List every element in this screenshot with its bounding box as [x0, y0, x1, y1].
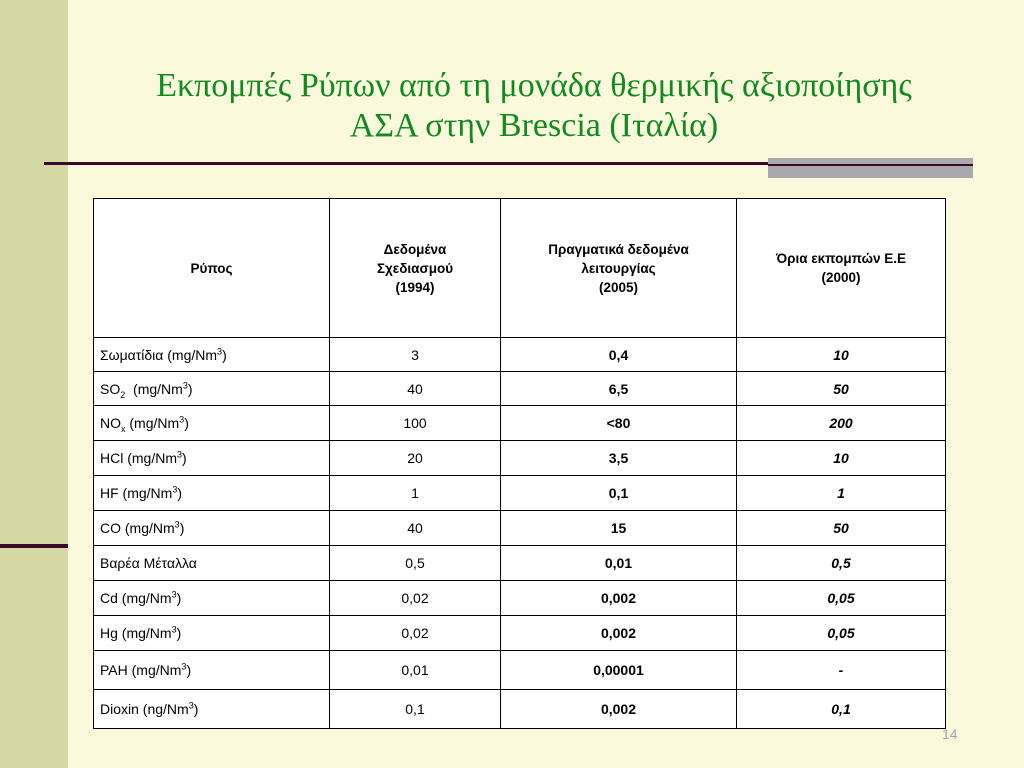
design-value-cell: 40	[330, 511, 501, 546]
header-pollutant-label: Ρύπος	[190, 260, 233, 276]
pollutant-cell	[94, 441, 330, 476]
table-header-row	[94, 199, 946, 338]
limit-value-cell: 1	[737, 476, 946, 511]
pollutant-superscript: 3	[188, 700, 194, 711]
header-limits-line-1: Όρια εκπομπών Ε.Ε	[775, 251, 907, 266]
table-row	[94, 546, 946, 581]
table-row	[94, 338, 946, 372]
slide-title	[68, 66, 1000, 146]
pollutant-unit-close: )	[176, 625, 182, 641]
pollutant-cell	[94, 546, 330, 581]
pollutant-unit: (mg/Nm	[125, 380, 183, 397]
page-number: 14	[942, 726, 958, 742]
emissions-table	[93, 198, 946, 729]
pollutant-name: NO	[100, 415, 121, 431]
pollutant-superscript: 3	[179, 414, 185, 425]
table-row	[94, 616, 946, 651]
limit-value-cell: 0,5	[737, 546, 946, 581]
pollutant-name: HF (mg/Nm	[100, 485, 173, 501]
table-body	[94, 338, 946, 729]
design-value-cell: 3	[330, 338, 501, 372]
pollutant-superscript: 3	[172, 484, 178, 495]
actual-value-cell: 0,1	[501, 476, 737, 511]
pollutant-unit-close: )	[222, 346, 227, 363]
actual-value-cell: 0,002	[501, 690, 737, 729]
design-value-cell: 0,01	[330, 651, 501, 690]
pollutant-name: HCl (mg/Nm	[100, 450, 177, 466]
design-value-cell: 0,02	[330, 581, 501, 616]
table-row	[94, 651, 946, 690]
design-value-cell: 100	[330, 406, 501, 441]
left-decorative-bar	[0, 0, 68, 768]
actual-value-cell: 3,5	[501, 441, 737, 476]
table-row	[94, 476, 946, 511]
design-value-cell: 0,1	[330, 690, 501, 729]
actual-value-cell: 0,002	[501, 616, 737, 651]
header-design-line-1: Δεδομένα	[383, 241, 447, 257]
actual-value-cell: 15	[501, 511, 737, 546]
header-design-data	[330, 199, 501, 338]
design-value-cell: 20	[330, 441, 501, 476]
actual-value-cell: 0,00001	[501, 651, 737, 690]
limit-value-cell: 10	[737, 441, 946, 476]
pollutant-superscript: 3	[217, 345, 223, 356]
pollutant-cell	[94, 476, 330, 511]
title-accent-block	[768, 158, 973, 178]
header-actual-line-3: (2005)	[598, 279, 639, 295]
pollutant-superscript: 3	[177, 449, 183, 460]
pollutant-superscript: 3	[182, 379, 188, 390]
pollutant-unit-close: )	[179, 520, 185, 536]
limit-value-cell: 50	[737, 511, 946, 546]
limit-value-cell: 200	[737, 406, 946, 441]
limit-value-cell: 0,05	[737, 581, 946, 616]
header-pollutant	[94, 199, 330, 338]
pollutant-cell	[94, 372, 330, 406]
pollutant-name: Cd (mg/Nm	[100, 590, 172, 606]
limit-value-cell: 10	[737, 338, 946, 372]
left-bar-rule	[0, 544, 68, 548]
pollutant-unit-close: )	[186, 662, 192, 678]
pollutant-cell	[94, 338, 330, 372]
actual-value-cell: 0,01	[501, 546, 737, 581]
pollutant-unit-close: )	[184, 415, 189, 431]
table-row	[94, 511, 946, 546]
pollutant-unit: (mg/Nm	[125, 415, 180, 431]
design-value-cell: 0,02	[330, 616, 501, 651]
table-row	[94, 372, 946, 406]
pollutant-name: Βαρέα Μέταλλα	[100, 555, 197, 571]
design-value-cell: 0,5	[330, 546, 501, 581]
actual-value-cell: 0,4	[501, 338, 737, 372]
header-limits-line-2: (2000)	[821, 270, 861, 285]
header-actual-line-2: λειτουργίας	[581, 260, 656, 276]
pollutant-unit-close: )	[193, 701, 199, 717]
title-accent-line	[768, 164, 973, 166]
pollutant-name: PAH (mg/Nm	[100, 662, 182, 678]
header-design-line-2: Σχεδιασμού	[376, 260, 454, 276]
table-row	[94, 690, 946, 729]
actual-value-cell: 6,5	[501, 372, 737, 406]
pollutant-superscript: 3	[181, 661, 187, 672]
design-value-cell: 40	[330, 372, 501, 406]
pollutant-cell	[94, 581, 330, 616]
pollutant-name: Dioxin (ng/Nm	[100, 701, 189, 717]
actual-value-cell: <80	[501, 406, 737, 441]
pollutant-superscript: 3	[171, 624, 177, 635]
limit-value-cell: -	[737, 651, 946, 690]
pollutant-name: Hg (mg/Nm	[100, 625, 172, 641]
table-row	[94, 441, 946, 476]
slide-title-line-1: Εκπομπές Ρύπων από τη μονάδα θερμικής αξιοποίησης	[156, 67, 912, 104]
limit-value-cell: 0,05	[737, 616, 946, 651]
header-design-line-3: (1994)	[395, 279, 435, 295]
pollutant-cell	[94, 406, 330, 441]
limit-value-cell: 50	[737, 372, 946, 406]
actual-value-cell: 0,002	[501, 581, 737, 616]
table-row	[94, 581, 946, 616]
pollutant-name: Σωματίδια (mg/Nm	[100, 346, 218, 363]
pollutant-superscript: 3	[171, 589, 177, 600]
table-row	[94, 406, 946, 441]
pollutant-name: SO	[100, 380, 121, 397]
pollutant-cell	[94, 690, 330, 729]
pollutant-unit-close: )	[177, 485, 183, 501]
pollutant-cell	[94, 651, 330, 690]
header-actual-data	[501, 199, 737, 338]
pollutant-unit-close: )	[182, 450, 187, 466]
pollutant-unit-close: )	[187, 380, 193, 397]
limit-value-cell: 0,1	[737, 690, 946, 729]
pollutant-cell	[94, 511, 330, 546]
pollutant-subscript: 2	[120, 389, 126, 400]
pollutant-subscript: x	[121, 423, 126, 434]
header-eu-limits	[737, 199, 946, 338]
slide-title-line-2: ΑΣΑ στην Brescia (Ιταλία)	[349, 107, 719, 144]
header-actual-line-1: Πραγματικά δεδομένα	[548, 241, 689, 257]
pollutant-unit-close: )	[176, 590, 182, 606]
pollutant-cell	[94, 616, 330, 651]
design-value-cell: 1	[330, 476, 501, 511]
pollutant-name: CO (mg/Nm	[100, 520, 175, 536]
pollutant-superscript: 3	[174, 519, 180, 530]
